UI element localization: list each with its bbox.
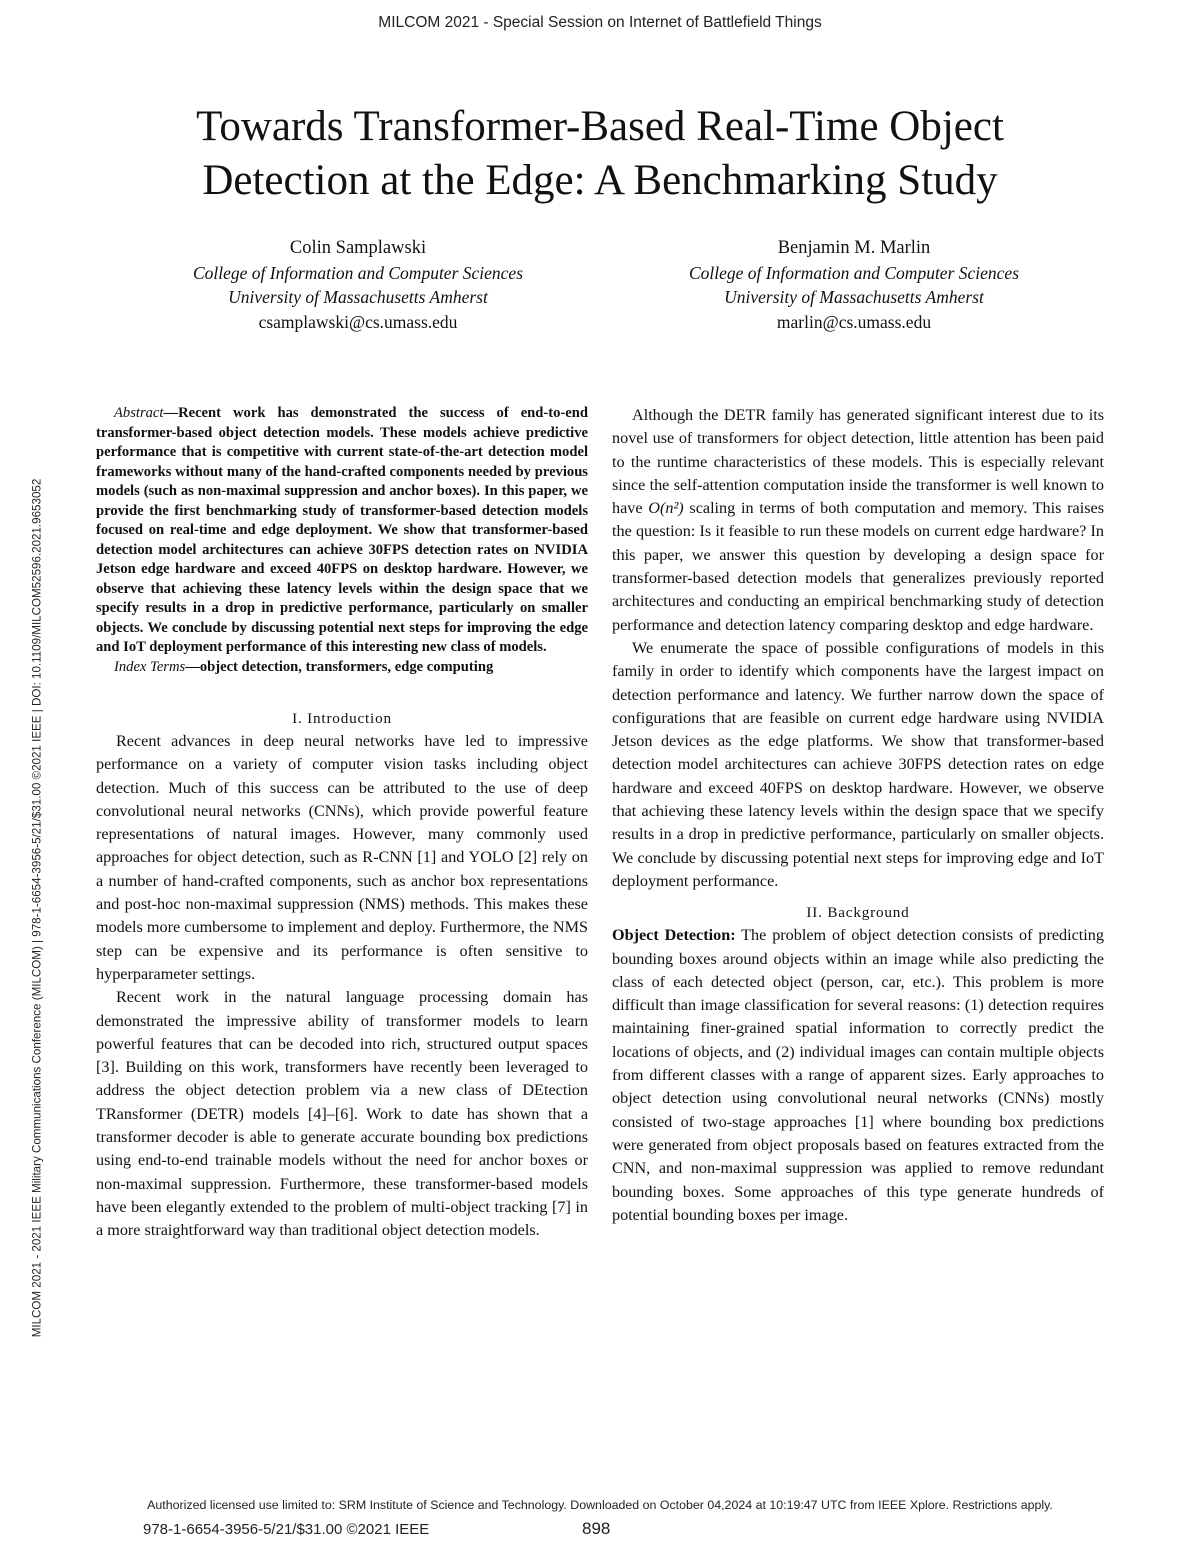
left-column [96,404,588,1243]
title-line-1: Towards Transformer-Based Real-Time Object [196,103,1004,150]
author-institution: University of Massachusetts Amherst [228,287,488,307]
title-line-2: Detection at the Edge: A Benchmarking Study [202,157,998,204]
abstract-lead: Abstract [114,405,164,421]
intro-paragraph-3 [612,404,1104,637]
background-paragraph-1 [612,924,1104,1227]
author-institution: University of Massachusetts Amherst [724,287,984,307]
paragraph-text-part-2: scaling in terms of both computation and memory. This raises the question: Is it feasible to run these models on current edge hardware? In this paper, we answer this question by developing a design space for transformer-based detection models that generalizes previously reported architectures and conducting an empirical benchmarking study of detection performance and detection latency comparing desktop and edge hardware. [612,499,1104,634]
page-number: 898 [582,1519,611,1538]
intro-paragraph-2: Recent work in the natural language processing domain has demonstrated the impressive ability of transformer models to learn powerful features that can be decoded into rich, structured output spaces [3]. Building on this work, transformers have recently been leveraged to address the object detection problem via a new class of DEtection TRansformer (DETR) models [4]–[6]. Work to date has shown that a transformer decoder is able to generate accurate bounding box predictions using end-to-end trainable models without the need for anchor boxes or non-maximal suppression. Furthermore, these transformer-based models have been elegantly extended to the problem of multi-object tracking [7] in a more straightforward way than traditional object detection models. [96,988,588,1240]
right-column [612,404,1104,1227]
section-heading-background: II. Background [806,904,910,922]
author-email: marlin@cs.umass.edu [776,311,932,332]
abstract [96,404,588,658]
author-block-1 [98,236,618,334]
running-header: MILCOM 2021 - Special Session on Internet of Battlefield Things [378,14,822,31]
author-block-2 [594,236,1114,334]
paragraph-text-part-1: Although the DETR family has generated significant interest due to its novel use of transformers for object detection, little attention has been paid to the runtime characteristics of these models. This is especially relevant since the self-attention computation inside the transformer is well known to have [612,406,1104,518]
index-terms-lead: Index Terms [114,658,186,675]
paper-title [60,100,1140,208]
intro-paragraph-4: We enumerate the space of possible configurations of models in this family in order to identify which components have the largest impact on detection performance and latency. We further narrow down the space of configurations that are feasible on current edge hardware using NVIDIA Jetson devices as the edge platforms. We show that transformer-based detection model architectures can achieve 30FPS detection rates on edge hardware and exceed 40FPS on desktop hardware. However, we observe that achieving these latency levels within the design space that we specify results in a drop in predictive performance, particularly on smaller objects. We conclude by discussing potential next steps for improving edge and IoT deployment performance. [612,638,1104,890]
section-heading-introduction: I. Introduction [292,710,392,727]
index-terms [96,658,588,678]
author-email: csamplawski@cs.umass.edu [258,311,458,332]
background-text: The problem of object detection consists of predicting bounding boxes around objects within an image while also predicting the class of each detected object (person, car, etc.). This problem is more difficult than image classification for several reasons: (1) detection requires maintaining finer-grained spatial information to correctly predict the locations of objects, and (2) individual images can contain multiple objects from different classes with a range of apparent sizes. Early approaches to object detection using convolutional neural networks (CNNs) mostly consisted of two-stage approaches [1] where bounding box predictions were generated from object proposals based on features extracted from the CNN, and non-maximal suppression was applied to remove redundant bounding boxes. Some approaches of this type generate hundreds of potential bounding boxes per image. [612,926,1104,1224]
author-name: Colin Samplawski [289,238,427,258]
abstract-text: —Recent work has demonstrated the success of end-to-end transformer-based object detection models. These models achieve predictive performance that is competitive with current state-of-the-art detection model frameworks without many of the hand-crafted components needed by previous models (such as non-maximal suppression and anchor boxes). In this paper, we provide the first benchmarking study of transformer-based detection models focused on real-time and edge deployment. We show that transformer-based detection model architectures can achieve 30FPS detection rates on NVIDIA Jetson edge hardware and exceed 40FPS on desktop hardware. However, we observe that achieving these latency levels within the design space that we specify results in a drop in predictive performance, particularly on smaller objects. We conclude by discussing potential next steps for improving the edge and IoT deployment performance of this interesting new class of models. [96,405,588,655]
author-affiliation: College of Information and Computer Sciences [688,262,1020,283]
footer-isbn: 978-1-6654-3956-5/21/$31.00 ©2021 IEEE [143,1521,430,1538]
side-doi-stamp: MILCOM 2021 - 2021 IEEE Military Communications Conference (MILCOM) | 978-1-6654-3956-5/21/$31.00 ©2021 IEEE | DOI: 10.1109/MILCOM52596.2021.9653052 [30,478,44,1338]
author-name: Benjamin M. Marlin [777,238,931,258]
intro-paragraph-1: Recent advances in deep neural networks have led to impressive performance on a variety of computer vision tasks including object detection. Much of this success can be attributed to the use of deep convolutional neural networks (CNNs), which provide powerful feature representations of natural images. However, many commonly used approaches for object detection, such as R-CNN [1] and YOLO [2] rely on a number of hand-crafted components, such as anchor box representations and post-hoc non-maximal suppression (NMS) methods. This makes these models more cumbersome to implement and deploy. Furthermore, the NMS step can be expensive and its performance is often sensitive to hyperparameter settings. [96,732,588,983]
run-in-heading-object-detection: Object Detection: [612,926,736,945]
author-affiliation: College of Information and Computer Sciences [192,262,524,283]
license-notice: Authorized licensed use limited to: SRM Institute of Science and Technology. Downloaded on October 04,2024 at 10:19:47 UTC from IEEE Xplore. Restrictions apply. [147,1498,1053,1512]
index-terms-text: —object detection, transformers, edge computing [185,658,494,675]
math-complexity: O(n²) [648,499,684,518]
